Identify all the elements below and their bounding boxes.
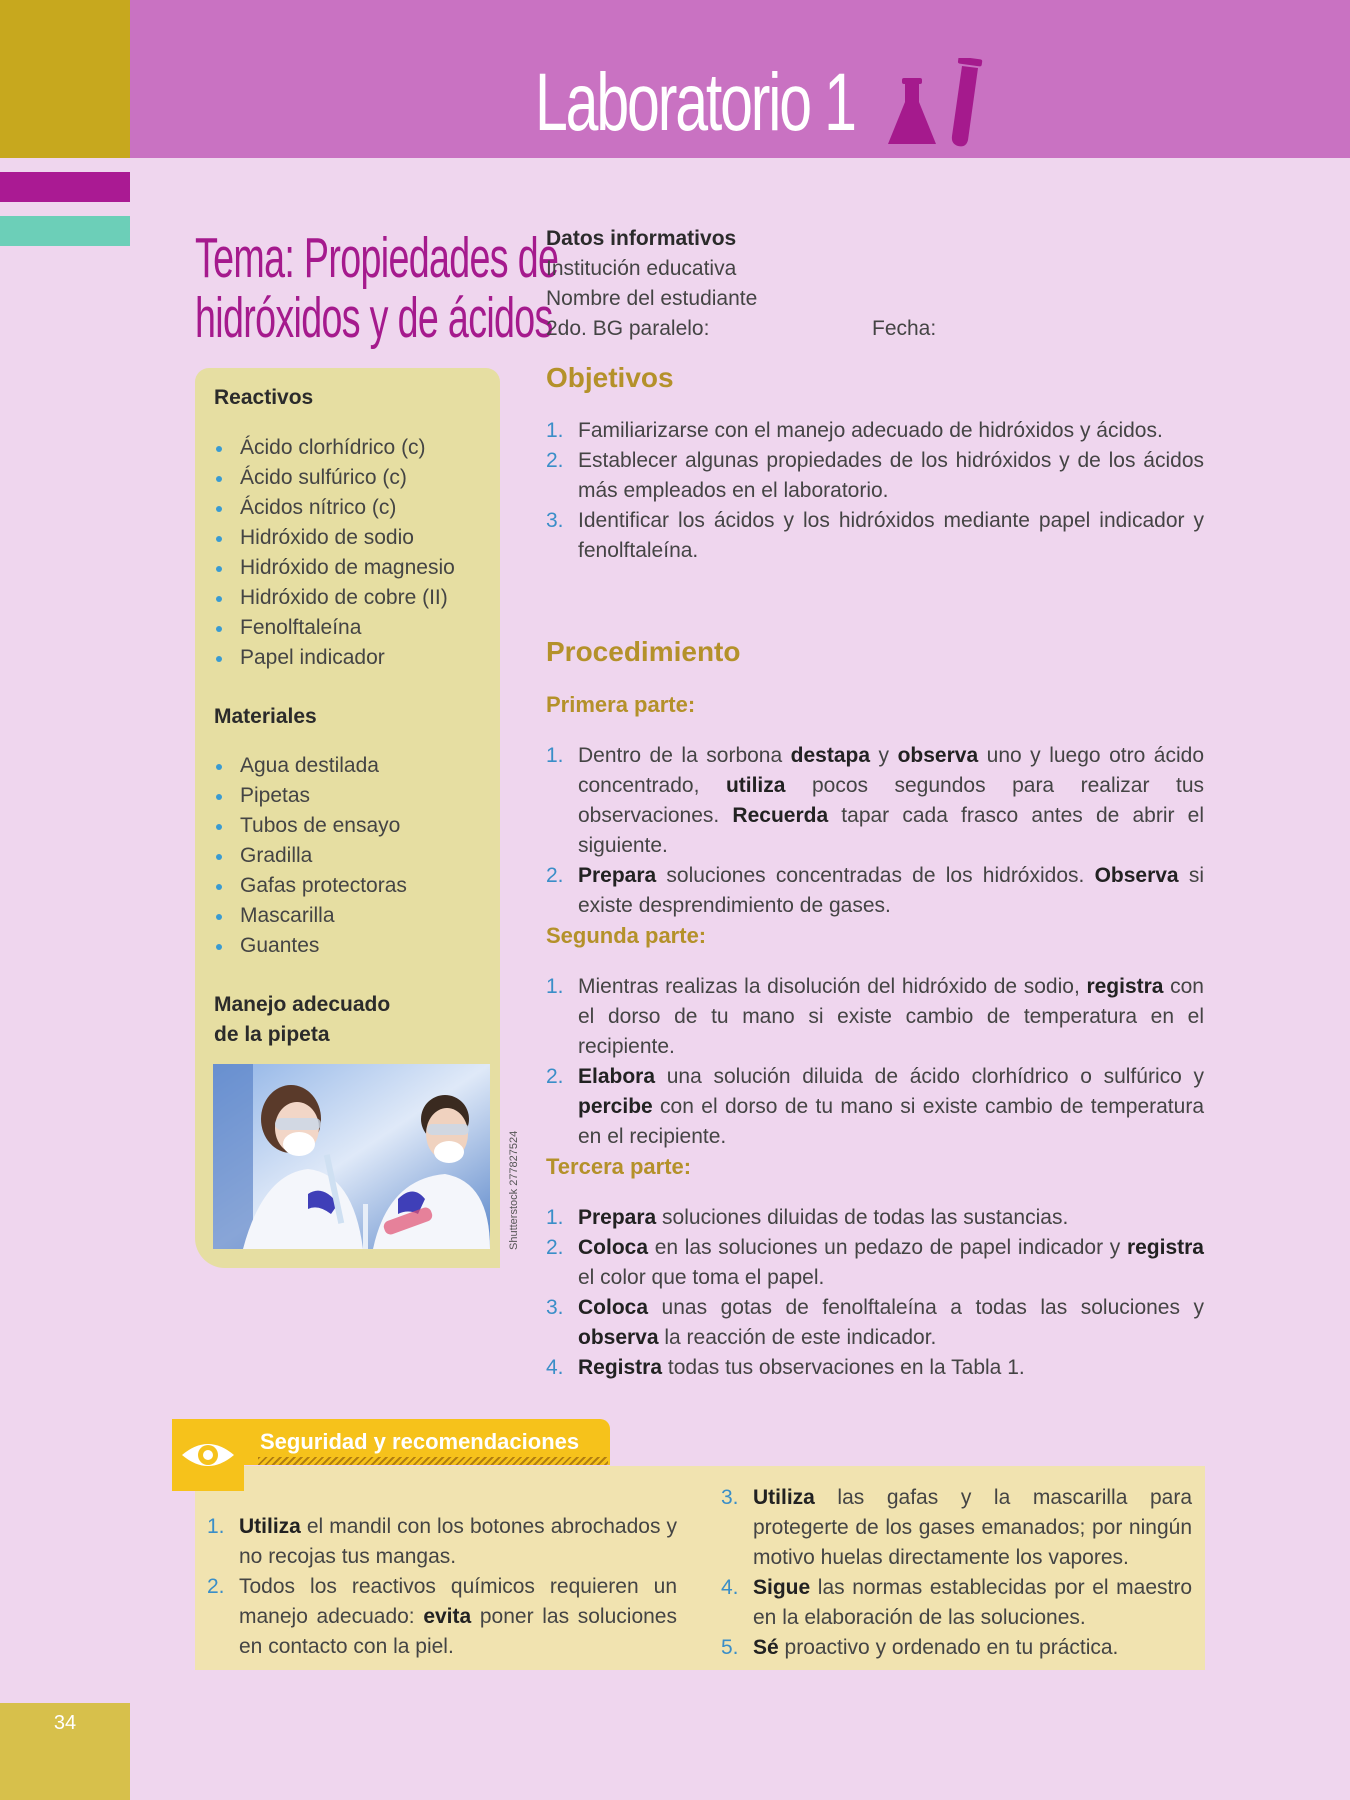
reactivos-heading: Reactivos [214,386,314,409]
list-item: Papel indicador [214,643,494,673]
item-text: pocos segundos para realizar tus observaciones. [578,774,1204,827]
item-text: Dentro de la sorbona [578,744,791,767]
eye-icon [172,1419,244,1491]
item-text: con el dorso de tu mano si existe cambio de temperatura en el recipiente. [578,975,1204,1058]
item-verb: Registra [578,1356,663,1379]
datos-heading: Datos informativos [546,227,737,250]
item-text: con el dorso de tu mano si existe cambio de temperatura en el recipiente. [578,1095,1204,1148]
topic-title [195,226,559,350]
item-number: 2. [546,1065,564,1088]
materiales-heading: Materiales [214,705,317,728]
list-item [546,506,1204,566]
item-text: Familiarizarse con el manejo adecuado de hidróxidos y ácidos. [578,419,1163,442]
item-text: y [870,744,898,767]
lab-scientists-photo [213,1064,490,1249]
list-item: Hidróxido de magnesio [214,553,494,583]
objetivos-list [546,416,1204,566]
datos-fecha: Fecha: [872,317,937,340]
item-verb: observa [897,744,979,767]
item-number: 5. [721,1636,739,1659]
item-text: Establecer algunas propiedades de los hidróxidos y de los ácidos más empleados en el laboratorio. [578,449,1204,502]
item-text: soluciones diluidas de todas las sustancias. [656,1206,1069,1229]
list-item: Guantes [214,931,494,961]
list-item [207,1572,677,1662]
safety-header-hatch [258,1457,608,1465]
item-text: las gafas y la mascarilla para protegerte de los gases emanados; por ningún motivo huelas directamente los vapores. [753,1486,1192,1569]
tercera-parte-list [546,1203,1204,1383]
item-verb: Coloca [578,1296,649,1319]
item-verb: Sigue [753,1576,811,1599]
item-text: las normas establecidas por el maestro en la elaboración de las soluciones. [753,1576,1192,1629]
list-item [546,1062,1204,1152]
list-item [546,1353,1204,1383]
item-verb: registra [1086,975,1164,998]
manejo-heading-line2: de la pipeta [214,1023,330,1046]
page-number: 34 [53,1712,77,1734]
left-bar-top [0,0,130,158]
page-title: Laboratorio 1 [535,57,855,148]
item-number: 2. [207,1575,225,1598]
item-number: 1. [207,1515,225,1538]
item-number: 1. [546,419,564,442]
item-number: 4. [721,1576,739,1599]
safety-title: Seguridad y recomendaciones [260,1429,580,1454]
safety-list-left [207,1512,677,1662]
list-item [546,861,1204,921]
item-text: una solución diluida de ácido clorhídrico o sulfúrico y [655,1065,1204,1088]
item-text: uno y luego otro ácido concentrado, [578,744,1204,797]
list-item: Fenolftaleína [214,613,494,643]
list-item [546,1233,1204,1293]
item-text: tapar cada frasco antes de abrir el siguiente. [578,804,1204,857]
tercera-parte-heading: Tercera parte: [546,1154,692,1179]
item-verb: Observa [1094,864,1179,887]
item-text: proactivo y ordenado en tu práctica. [778,1636,1119,1659]
manejo-heading [214,990,390,1050]
item-verb: Prepara [578,1206,657,1229]
item-text: Todos los reactivos químicos requieren un manejo adecuado: [239,1575,677,1628]
item-number: 1. [546,975,564,998]
item-text: si existe desprendimiento de gases. [578,864,1205,917]
list-item: Pipetas [214,781,494,811]
item-number: 3. [546,1296,564,1319]
safety-icon-box [172,1419,244,1491]
item-verb: percibe [578,1095,653,1118]
stripe-magenta [0,172,130,202]
list-item [546,741,1204,861]
item-verb: utiliza [725,774,786,797]
list-item: Gafas protectoras [214,871,494,901]
topic-title-line2: hidróxidos y de ácidos [195,286,553,350]
materiales-list [214,751,494,961]
item-text: el color que toma el papel. [578,1266,825,1289]
item-verb: Recuerda [732,804,829,827]
list-item [546,416,1204,446]
list-item: Ácido clorhídrico (c) [214,433,494,463]
item-number: 2. [546,449,564,472]
list-item: Ácido sulfúrico (c) [214,463,494,493]
datos-informativos [546,224,1226,344]
list-item: Mascarilla [214,901,494,931]
photo-credit: Shutterstock 277827524 [508,1130,520,1250]
item-text: soluciones concentradas de los hidróxidos. [656,864,1095,887]
list-item [546,1293,1204,1353]
list-item: Ácidos nítrico (c) [214,493,494,523]
item-number: 2. [546,1236,564,1259]
item-text: la reacción de este indicador. [658,1326,937,1349]
item-verb: evita [423,1605,472,1628]
list-item [721,1483,1192,1573]
list-item [721,1633,1192,1663]
item-text: poner las soluciones en contacto con la piel. [239,1605,677,1658]
item-text: unas gotas de fenolftaleína a todas las soluciones y [648,1296,1204,1319]
safety-list-right [721,1483,1192,1663]
manejo-heading-line1: Manejo adecuado [214,993,391,1016]
item-text: Identificar los ácidos y los hidróxidos mediante papel indicador y fenolftaleína. [578,509,1204,562]
list-item: Hidróxido de cobre (II) [214,583,494,613]
procedimiento-heading: Procedimiento [546,636,741,667]
item-verb: destapa [790,744,871,767]
item-number: 3. [546,509,564,532]
item-verb: Coloca [578,1236,649,1259]
item-verb: registra [1126,1236,1204,1259]
segunda-parte-list [546,972,1204,1152]
datos-institucion: Institución educativa [546,257,737,280]
list-item: Hidróxido de sodio [214,523,494,553]
test-tube-icon [944,58,984,148]
list-item: Agua destilada [214,751,494,781]
item-text: todas tus observaciones en la Tabla 1. [662,1356,1025,1379]
topic-title-line1: Tema: Propiedades de [195,226,559,290]
item-number: 4. [546,1356,564,1379]
list-item [546,446,1204,506]
item-verb: Sé [753,1636,779,1659]
item-number: 1. [546,1206,564,1229]
list-item [546,1203,1204,1233]
primera-parte-list [546,741,1204,921]
primera-parte-heading: Primera parte: [546,692,696,717]
list-item [546,972,1204,1062]
item-number: 3. [721,1486,739,1509]
item-number: 2. [546,864,564,887]
stripe-mint [0,216,130,246]
item-verb: Elabora [578,1065,656,1088]
list-item: Gradilla [214,841,494,871]
datos-paralelo: 2do. BG paralelo: [546,317,710,340]
item-text: en las soluciones un pedazo de papel indicador y [648,1236,1127,1259]
item-verb: Utiliza [753,1486,815,1509]
item-verb: Utiliza [239,1515,301,1538]
list-item: Tubos de ensayo [214,811,494,841]
list-item [721,1573,1192,1633]
datos-nombre: Nombre del estudiante [546,287,758,310]
item-verb: observa [578,1326,659,1349]
segunda-parte-heading: Segunda parte: [546,923,707,948]
item-verb: Prepara [578,864,657,887]
item-text: el mandil con los botones abrochados y no recojas tus mangas. [239,1515,677,1568]
datos-paralelo-row [546,314,1226,344]
objetivos-heading: Objetivos [546,362,674,393]
list-item [207,1512,677,1572]
flask-icon [886,78,938,146]
reactivos-list [214,433,494,673]
item-text: Mientras realizas la disolución del hidróxido de sodio, [578,975,1087,998]
item-number: 1. [546,744,564,767]
